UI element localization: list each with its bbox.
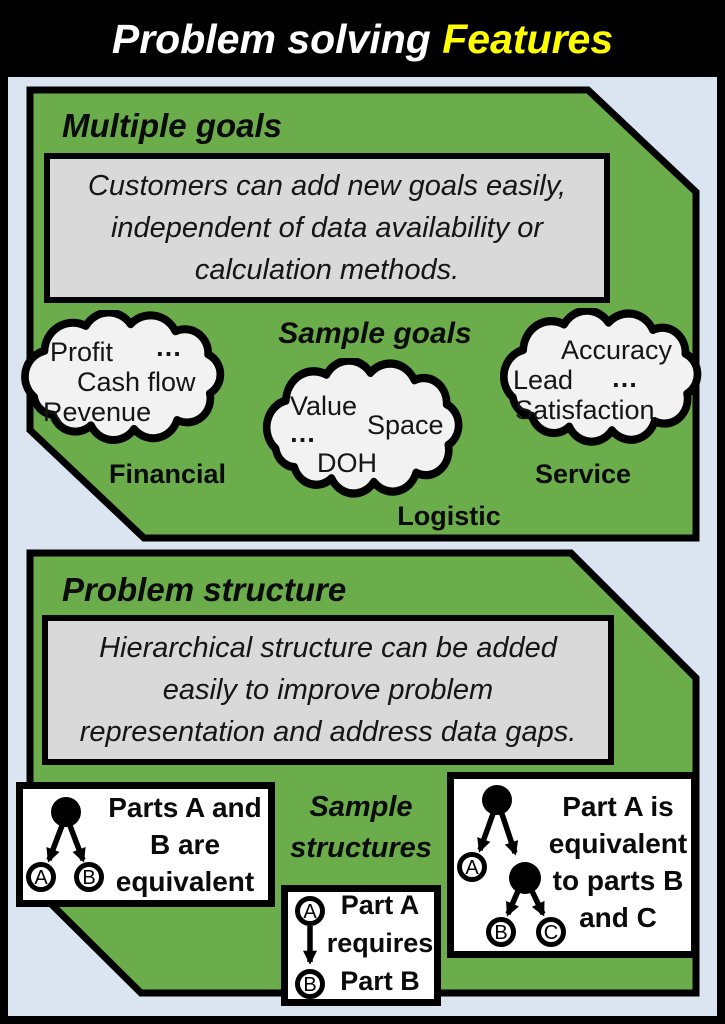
tree-node-b-letter: B (82, 867, 96, 889)
caption-line: and C (579, 902, 657, 933)
structure-box-requires (281, 885, 441, 1006)
note-line: calculation methods. (194, 254, 460, 286)
tree-node-b-letter: B (494, 922, 508, 944)
goal-item: Cash flow (77, 367, 196, 397)
goal-item: Satisfaction (515, 395, 655, 425)
tree-root-node (482, 785, 512, 815)
ellipsis-item: … (289, 418, 317, 448)
caption-line: requires (326, 928, 434, 958)
goal-item: Profit (50, 337, 114, 367)
caption-line: Part A (340, 890, 420, 920)
goal-item: Revenue (43, 397, 152, 427)
caption-line: equivalent (548, 828, 688, 859)
structure-box-caption (538, 788, 698, 936)
note-line: easily to improve problem (162, 674, 494, 706)
tree-intermediate-node (509, 862, 541, 894)
sample-structures-line: structures (290, 832, 432, 864)
tree-edge-arrow (69, 823, 83, 860)
tree-edge-arrow (508, 891, 518, 914)
tree-edge-arrow (49, 823, 63, 860)
tree-node-a-letter: A (303, 901, 317, 923)
financial-cloud-label: Financial (108, 459, 227, 489)
tree-edge-arrow (501, 811, 515, 853)
logistic-cloud (252, 358, 472, 506)
note-line: Customers can add new goals easily, (87, 170, 567, 202)
structure-box-caption (100, 789, 270, 900)
logistic-cloud-label: Logistic (397, 501, 501, 531)
note-line: independent of data availability or (110, 212, 544, 244)
tree-root-node (51, 797, 81, 827)
sample-goals-label: Sample goals (278, 317, 472, 350)
structure-box-equivalent-ab (16, 782, 275, 907)
problem-structure-note (42, 615, 614, 765)
goal-item: Accuracy (561, 335, 673, 365)
tree-node-a-letter: A (34, 867, 48, 889)
page-title-accent: Features (442, 16, 614, 62)
caption-line: Part B (340, 966, 420, 996)
caption-line: Parts A and (108, 792, 262, 823)
caption-line: to parts B (552, 865, 684, 896)
service-cloud (489, 308, 711, 454)
page-title-main: Problem solving (111, 16, 431, 62)
sample-structures-line: Sample (309, 791, 413, 823)
multiple-goals-note (44, 153, 610, 303)
goal-item: DOH (317, 448, 377, 478)
problem-structure-title: Problem structure (62, 571, 347, 608)
tree-edge-arrow (480, 811, 494, 850)
sample-structures-label (278, 787, 444, 869)
caption-line: equivalent (115, 866, 255, 897)
financial-cloud (10, 310, 234, 452)
note-line: representation and address data gaps. (79, 716, 577, 748)
goal-item: Lead (513, 365, 574, 395)
goal-item: Space (367, 410, 444, 440)
tree-node-c-letter: C (543, 922, 559, 944)
ellipsis-item: … (155, 332, 183, 362)
ellipsis-item: … (611, 363, 639, 393)
structure-box-equivalent-abc (447, 772, 698, 958)
note-line: Hierarchical structure can be added (99, 632, 557, 664)
goal-item: Value (290, 391, 358, 421)
tree-node-b-letter: B (303, 974, 317, 996)
service-cloud-label: Service (534, 459, 632, 489)
structure-box-caption (318, 886, 442, 1000)
caption-line: B are (149, 829, 221, 860)
caption-line: Part A is (562, 791, 674, 822)
tree-node-a-letter: A (465, 857, 479, 879)
multiple-goals-title: Multiple goals (62, 107, 283, 144)
